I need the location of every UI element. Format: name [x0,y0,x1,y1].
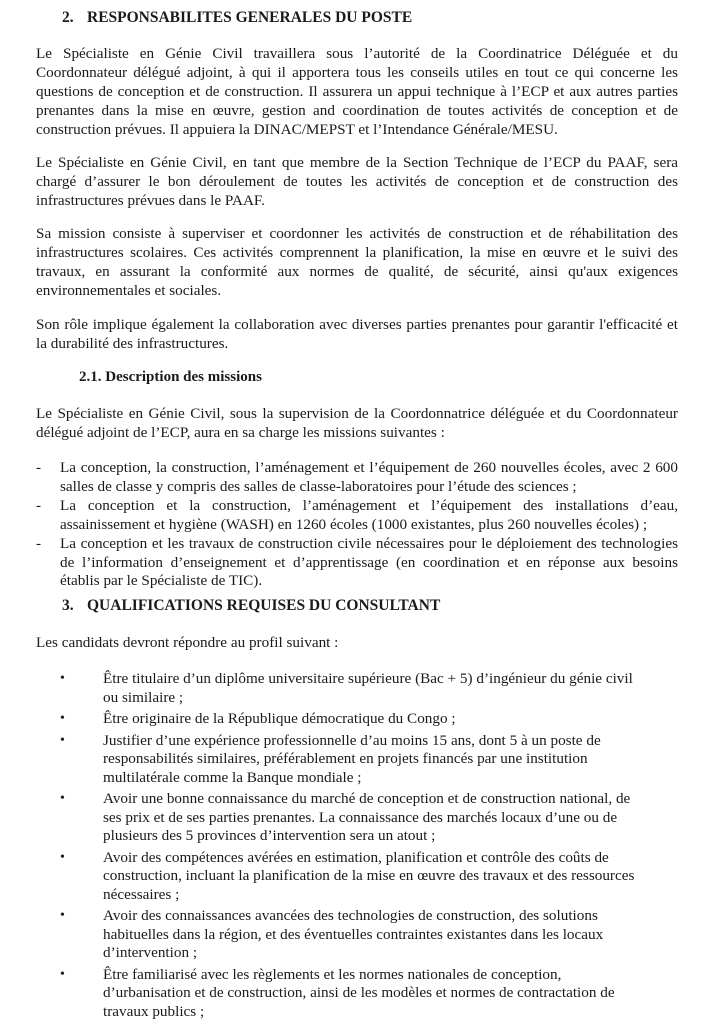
list-item [60,732,640,788]
qualification-text: Être titulaire d’un diplôme universitaire supérieure (Bac + 5) d’ingénieur du génie civil ou similaire ; [103,670,633,706]
section-2-number: 2. [62,9,74,26]
section-2-paragraph-4: Son rôle implique également la collaboration avec diverses parties prenantes pour garantir l'efficacité et la durabilité des infrastructures. [36,316,678,352]
list-item [60,790,640,846]
list-item [60,966,640,1022]
section-3-intro: Les candidats devront répondre au profil suivant : [36,634,339,651]
bullet-icon: • [60,849,65,865]
list-item [60,670,640,707]
list-item [60,710,640,729]
bullet-icon: • [60,908,65,923]
qualification-text: Avoir une bonne connaissance du marché de conception et de construction national, de ses prix et de ses parties prenantes. La connaissance des marchés locaux d’une ou de plusieurs des 5 provinces d’intervention sera un atout ; [103,790,631,844]
qualification-text: Être familiarisé avec les règlements et les normes nationales de conception, d’urbanisation et de construction, ainsi de les modèles et normes de contractation de travaux publics ; [103,965,615,1020]
qualification-text: Avoir des compétences avérées en estimation, planification et contrôle des coûts de construction, incluant la planification de la mise en œuvre des travaux et des ressources nécessaires ; [103,848,635,903]
qualification-text: Être originaire de la République démocratique du Congo ; [103,710,456,727]
dash-marker: - [36,497,42,514]
section-2-paragraph-2: Le Spécialiste en Génie Civil, en tant que membre de la Section Technique de l’ECP du PAAF, sera chargé d’assurer le bon déroulement de toutes les activités de conception et de construction des infrastructures prévues dans le PAAF. [36,154,678,209]
mission-text: La conception et la construction, l’aménagement et l’équipement des installations d’eau, assainissement et hygiène (WASH) en 1260 écoles (1000 existantes, plus 260 nouvelles écoles) ; [60,497,678,533]
qualification-text: Justifier d’une expérience professionnelle d’au moins 15 ans, dont 5 à un poste de responsabilités similaires, préférablement en projets financés par une institution multilatérale comme la Banque mondiale ; [103,731,601,786]
bullet-icon: • [60,791,65,806]
section-2-heading [62,9,412,27]
mission-text: La conception, la construction, l’aménagement et l’équipement de 260 nouvelles écoles, avec 2 600 salles de classe y compris des salles de classe-laboratoires pour l’étude des sciences ; [60,459,678,495]
bullet-icon: • [60,671,65,686]
list-item [36,459,678,496]
section-2-1-intro: Le Spécialiste en Génie Civil, sous la supervision de la Coordonnatrice déléguée et du Coordonnateur délégué adjoint de l’ECP, aura en sa charge les missions suivantes : [36,405,678,441]
list-item [60,849,640,905]
list-item [36,535,678,591]
bullet-icon: • [60,732,65,748]
bullet-icon: • [60,966,65,982]
section-3-title: QUALIFICATIONS REQUISES DU CONSULTANT [87,597,441,614]
section-3-number: 3. [62,597,74,614]
dash-marker: - [36,535,42,552]
dash-marker: - [36,459,42,476]
qualification-text: Avoir des connaissances avancées des technologies de construction, des solutions habituelles dans la région, et des éventuelles contraintes existantes dans les locaux d’intervention ; [103,907,604,961]
bullet-icon: • [60,711,65,726]
list-item [60,907,640,963]
missions-list [36,459,678,592]
section-3-heading [62,597,440,615]
section-2-title: RESPONSABILITES GENERALES DU POSTE [87,9,413,26]
section-2-1-heading: 2.1. Description des missions [79,369,262,385]
section-2-paragraph-1: Le Spécialiste en Génie Civil travaillera sous l’autorité de la Coordinatrice Déléguée et du Coordonnateur délégué adjoint, à qui il apportera tous les conseils utiles en tout ce qui concerne les questions de conception et de construction. Il assurera un appui technique à l’ECP et aux autres parties prenantes dans la mise en œuvre, gestion and coordination de toutes activités de conception et de construction prévues. Il appuiera la DINAC/MEPST et l’Intendance Générale/MESU. [36,45,678,138]
list-item [36,497,678,534]
section-2-paragraph-3: Sa mission consiste à superviser et coordonner les activités de construction et de réhabilitation des infrastructures scolaires. Ces activités comprennent la planification, la mise en œuvre et le suivi des travaux, en assurant la conformité aux normes de qualité, de sécurité, ainsi qu'aux exigences environnementales et sociales. [36,225,678,299]
qualifications-list [60,670,640,1024]
mission-text: La conception et les travaux de construction civile nécessaires pour le déploiement des technologies de l’information d’enseignement et d’apprentissage (en coordination et en réponse aux besoins établis par le Spécialiste de TIC). [60,535,678,589]
